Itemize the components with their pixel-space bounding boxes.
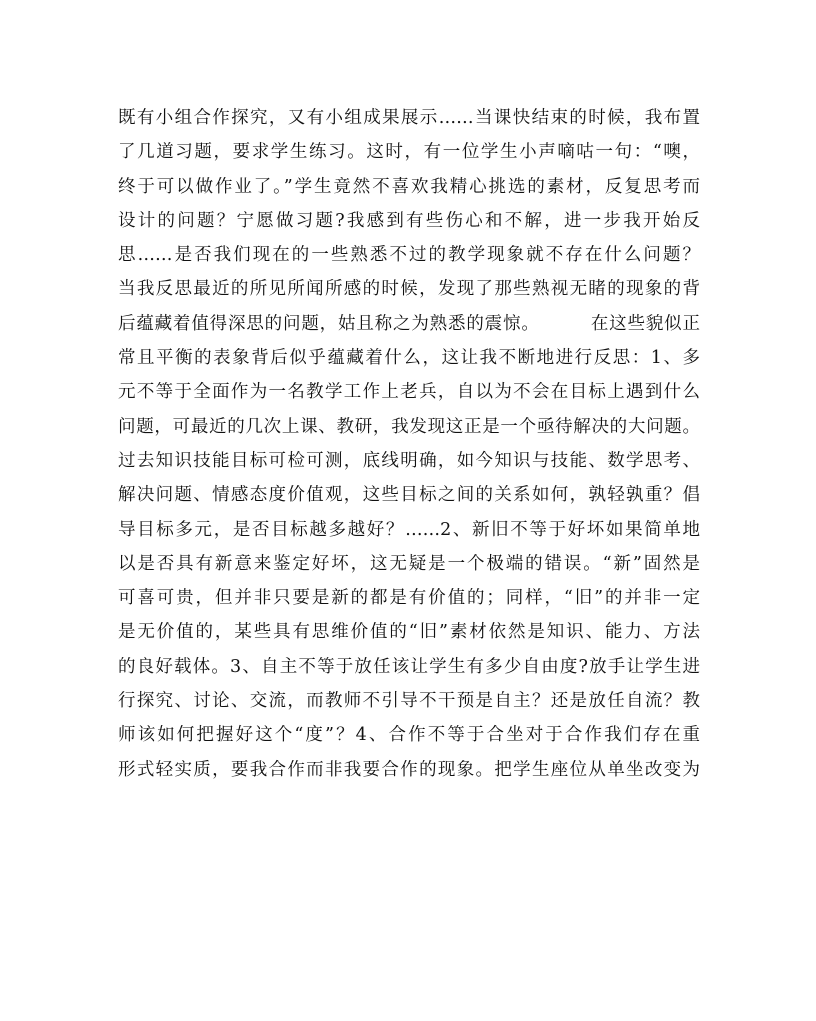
text-line: 终于可以做作业了。”学生竟然不喜欢我精心挑选的素材，反复思考而 [118,176,700,197]
text-line: 问题，可最近的几次上课、教研，我发现这正是一个亟待解决的大问题。 [118,416,700,437]
text-line: 既有小组合作探究，又有小组成果展示……当课快结束的时候，我布置 [118,108,700,128]
text-line: 解决问题、情感态度价值观，这些目标之间的关系如何，孰轻孰重？倡 [118,485,700,506]
text-line: 后蕴藏着值得深思的问题，姑且称之为熟悉的震惊。 在这些貌似正 [118,313,700,334]
text-line: 了几道习题，要求学生练习。这时，有一位学生小声嘀咕一句：“噢， [118,142,700,163]
text-line: 行探究、讨论、交流，而教师不引导不干预是自主？还是放任自流？教 [118,691,700,712]
text-line: 可喜可贵，但并非只要是新的都是有价值的；同样，“旧”的并非一定 [118,588,700,609]
body-text [118,101,700,787]
text-line: 导目标多元，是否目标越多越好？……2、新旧不等于好坏如果简单地 [118,519,700,540]
text-line: 以是否具有新意来鉴定好坏，这无疑是一个极端的错误。“新”固然是 [118,553,700,574]
text-line: 常且平衡的表象背后似乎蕴藏着什么，这让我不断地进行反思：1、多 [118,348,700,369]
text-line: 是无价值的，某些具有思维价值的“旧”素材依然是知识、能力、方法 [118,622,700,643]
text-line: 过去知识技能目标可检可测，底线明确，如今知识与技能、数学思考、 [118,450,700,471]
text-line: 师该如何把握好这个“度”？4、合作不等于合坐对于合作我们存在重 [118,725,700,746]
text-line: 的良好载体。3、自主不等于放任该让学生有多少自由度?放手让学生进 [118,656,700,677]
text-line: 元不等于全面作为一名教学工作上老兵，自以为不会在目标上遇到什么 [118,382,700,403]
text-line: 思……是否我们现在的一些熟悉不过的教学现象就不存在什么问题？ [118,245,700,266]
text-line: 形式轻实质，要我合作而非我要合作的现象。把学生座位从单坐改变为 [118,759,700,780]
text-line: 设计的问题？宁愿做习题?我感到有些伤心和不解，进一步我开始反 [118,210,700,231]
text-line: 当我反思最近的所见所闻所感的时候，发现了那些熟视无睹的现象的背 [118,279,700,300]
